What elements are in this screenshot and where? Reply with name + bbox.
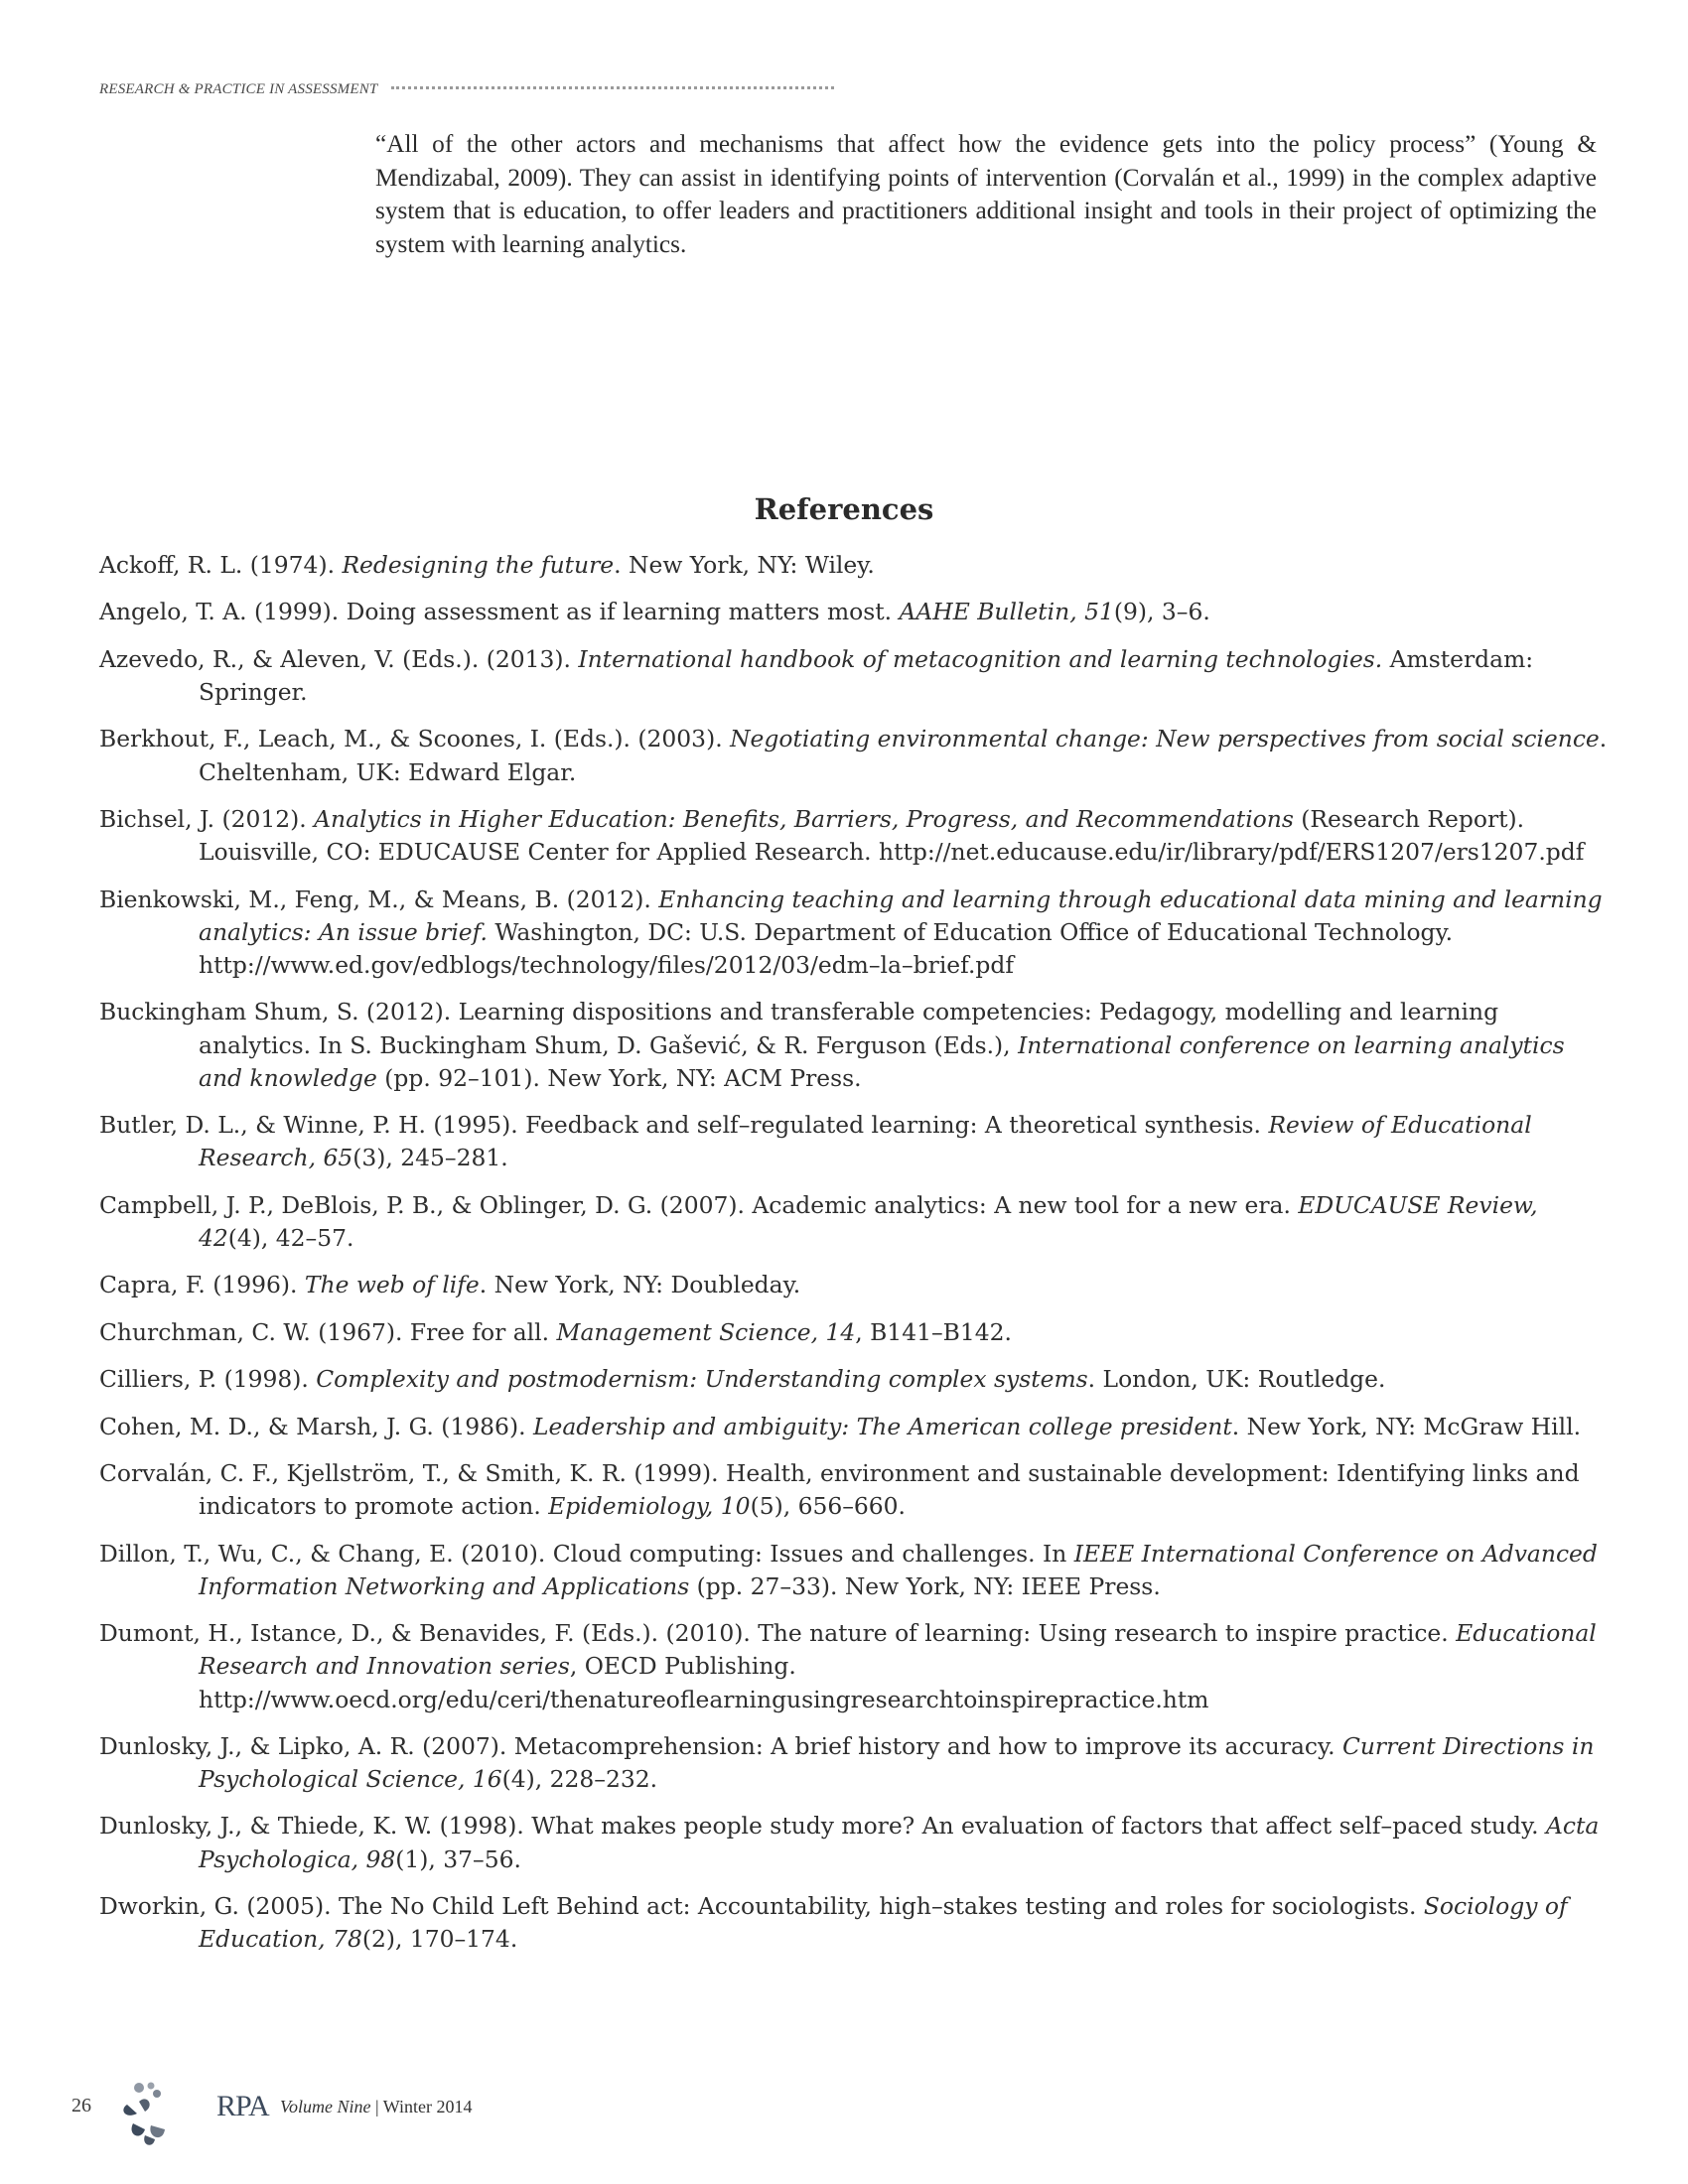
header-dotted-rule — [391, 86, 834, 89]
reference-italic-title: Sociology of Education, 78 — [199, 1892, 1568, 1954]
reference-text: Butler, D. L., & Winne, P. H. (1995). Feedback and self–regulated learning: A theoretical synthesis. — [99, 1111, 1269, 1140]
reference-entry — [99, 884, 1609, 983]
reference-entry — [99, 1316, 1609, 1349]
reference-entry — [99, 643, 1609, 709]
reference-text: Churchman, C. W. (1967). Free for all. — [99, 1317, 557, 1346]
reference-italic-title: International handbook of metacognition and learning technologies. — [578, 644, 1383, 673]
logo-wordmark: RPA — [216, 2090, 269, 2122]
reference-italic-title: EDUCAUSE Review, 42 — [199, 1190, 1538, 1252]
page-footer — [71, 2080, 568, 2149]
reference-text-tail: . New York, NY: McGraw Hill. — [1231, 1412, 1582, 1440]
reference-italic-title: Review of Educational Research, 65 — [199, 1111, 1532, 1172]
reference-text-tail: (pp. 27–33). New York, NY: IEEE Press. — [689, 1571, 1161, 1600]
rpa-logo — [117, 2080, 269, 2149]
reference-list — [99, 549, 1609, 1971]
reference-text: Angelo, T. A. (1999). Doing assessment as if learning matters most. — [99, 598, 900, 626]
reference-text: Corvalán, C. F., Kjellström, T., & Smith, K. R. (1999). Health, environment and sustainable development: Identifying links and indicators to promote action. — [99, 1458, 1580, 1521]
intro-paragraph: “All of the other actors and mechanisms that affect how the evidence gets into the policy process” (Young & Mendizabal, 2009). They can assist in identifying points of intervention (Corvalán et al., 1999) in the complex adaptive system that is education, to offer leaders and practitioners additional insight and tools in their project of optimizing the system with learning analytics. — [375, 130, 1597, 258]
reference-text-tail: (4), 228–232. — [501, 1765, 658, 1794]
reference-text: Berkhout, F., Leach, M., & Scoones, I. (Eds.). (2003). — [99, 725, 731, 753]
reference-italic-title: Analytics in Higher Education: Benefits, Barriers, Progress, and Recommendations — [314, 804, 1294, 833]
reference-text-tail: Amsterdam: Springer. — [199, 644, 1534, 706]
reference-entry — [99, 549, 1609, 582]
reference-entry — [99, 596, 1609, 628]
reference-entry — [99, 1890, 1609, 1956]
reference-text-tail: (4), 42–57. — [227, 1223, 354, 1252]
reference-entry — [99, 1189, 1609, 1255]
reference-italic-title: IEEE International Conference on Advanced Information Networking and Applications — [199, 1539, 1598, 1600]
reference-text-tail: (9), 3–6. — [1113, 598, 1210, 626]
reference-entry — [99, 1457, 1609, 1523]
reference-entry — [99, 1617, 1609, 1716]
reference-entry — [99, 723, 1609, 788]
reference-italic-title: Epidemiology, 10 — [548, 1492, 751, 1521]
reference-text: Bichsel, J. (2012). — [99, 804, 315, 833]
reference-italic-title: International conference on learning analytics and knowledge — [199, 1030, 1565, 1092]
reference-text-tail: Washington, DC: U.S. Department of Education Office of Educational Technology. http://www.ed.gov/edblogs/technology/files/2012/03/edm–la–brief.pdf — [199, 917, 1454, 979]
reference-text: Buckingham Shum, S. (2012). Learning dispositions and transferable competencies: Pedagogy, modelling and learning analytics. In S. Buckingham Shum, D. Gašević, & R. Ferguson (Eds.), — [99, 998, 1499, 1059]
volume-separator: | — [370, 2097, 383, 2116]
reference-entry — [99, 1269, 1609, 1301]
reference-text-tail: (pp. 92–101). New York, NY: ACM Press. — [376, 1063, 862, 1092]
reference-text-tail: , OECD Publishing. http://www.oecd.org/edu/ceri/thenatureoflearningusingresearchtoinspirepractice.htm — [199, 1652, 1209, 1713]
volume-info — [280, 2097, 473, 2117]
reference-entry — [99, 1411, 1609, 1443]
reference-text: Dumont, H., Istance, D., & Benavides, F. (Eds.). (2010). The nature of learning: Using research to inspire practice. — [99, 1619, 1457, 1648]
reference-entry — [99, 1538, 1609, 1603]
issue-label: Winter 2014 — [382, 2097, 473, 2116]
reference-text: Cohen, M. D., & Marsh, J. G. (1986). — [99, 1412, 533, 1440]
references-heading: References — [754, 492, 934, 526]
reference-text-tail: . New York, NY: Wiley. — [614, 551, 875, 579]
reference-italic-title: Leadership and ambiguity: The American college president — [532, 1412, 1232, 1440]
reference-text: Dunlosky, J., & Lipko, A. R. (2007). Metacomprehension: A brief history and how to improve its accuracy. — [99, 1731, 1342, 1760]
reference-italic-title: The web of life — [304, 1271, 480, 1299]
reference-entry — [99, 1109, 1609, 1174]
reference-text: Capra, F. (1996). — [99, 1271, 305, 1299]
reference-italic-title: Educational Research and Innovation series — [199, 1619, 1597, 1681]
reference-text: Azevedo, R., & Aleven, V. (Eds.). (2013). — [99, 644, 579, 673]
reference-entry — [99, 1730, 1609, 1796]
reference-italic-title: Enhancing teaching and learning through educational data mining and learning analytics: An issue brief. — [199, 885, 1603, 946]
reference-entry — [99, 1810, 1609, 1875]
reference-text: Campbell, J. P., DeBlois, P. B., & Oblinger, D. G. (2007). Academic analytics: A new tool for a new era. — [99, 1190, 1299, 1219]
reference-text: Dunlosky, J., & Thiede, K. W. (1998). What makes people study more? An evaluation of factors that affect self–paced study. — [99, 1812, 1546, 1841]
running-title: RESEARCH & PRACTICE IN ASSESSMENT — [99, 81, 378, 97]
reference-text: Dillon, T., Wu, C., & Chang, E. (2010). Cloud computing: Issues and challenges. In — [99, 1539, 1074, 1568]
reference-text-tail: , B141–B142. — [855, 1317, 1012, 1346]
reference-italic-title: Management Science, 14 — [556, 1317, 856, 1346]
reference-italic-title: Negotiating environmental change: New perspectives from social science — [730, 725, 1600, 753]
reference-text: Dworkin, G. (2005). The No Child Left Behind act: Accountability, high–stakes testing and roles for sociologists. — [99, 1892, 1424, 1921]
reference-text: Cilliers, P. (1998). — [99, 1365, 317, 1394]
reference-entry — [99, 1363, 1609, 1396]
reference-text-tail: (1), 37–56. — [395, 1844, 521, 1873]
reference-text-tail: (2), 170–174. — [361, 1925, 518, 1954]
reference-text-tail: . Cheltenham, UK: Edward Elgar. — [199, 725, 1608, 786]
reference-entry — [99, 996, 1609, 1095]
reference-italic-title: Redesigning the future — [342, 551, 615, 579]
reference-italic-title: AAHE Bulletin, 51 — [899, 598, 1114, 626]
reference-text-tail: (3), 245–281. — [352, 1144, 508, 1172]
reference-text: Ackoff, R. L. (1974). — [99, 551, 343, 579]
running-header — [99, 81, 834, 98]
reference-entry — [99, 803, 1609, 869]
volume-label: Volume Nine — [280, 2097, 371, 2116]
reference-italic-title: Current Directions in Psychological Science, 16 — [199, 1731, 1595, 1794]
petal-cluster-icon — [117, 2080, 177, 2149]
reference-text: Bienkowski, M., Feng, M., & Means, B. (2012). — [99, 885, 659, 913]
reference-italic-title: Complexity and postmodernism: Understanding complex systems — [316, 1365, 1088, 1394]
page-number: 26 — [71, 2095, 91, 2116]
reference-text-tail: (Research Report). Louisville, CO: EDUCAUSE Center for Applied Research. http://net.educause.edu/ir/library/pdf/ERS1207/ers1207.pdf — [199, 804, 1585, 867]
reference-text-tail: . New York, NY: Doubleday. — [479, 1271, 801, 1299]
reference-text-tail: (5), 656–660. — [750, 1492, 906, 1521]
reference-italic-title: Acta Psychologica, 98 — [199, 1812, 1600, 1873]
reference-text-tail: . London, UK: Routledge. — [1087, 1365, 1386, 1394]
